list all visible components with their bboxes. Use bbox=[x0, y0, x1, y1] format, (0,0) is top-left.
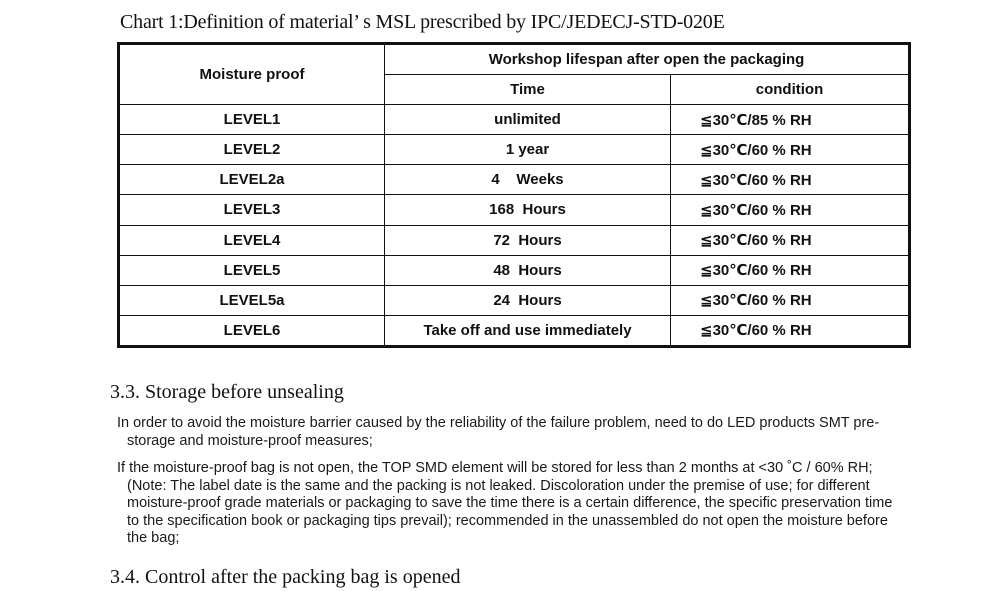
level-cell: LEVEL2a bbox=[119, 165, 385, 195]
level-cell: LEVEL2 bbox=[119, 135, 385, 165]
table-row bbox=[119, 195, 910, 225]
paragraph-storage-details bbox=[117, 460, 937, 548]
level-cell: LEVEL3 bbox=[119, 195, 385, 225]
time-cell: 72 Hours bbox=[385, 225, 671, 255]
section-heading-3-3: 3.3. Storage before unsealing bbox=[110, 381, 344, 403]
header-moisture-proof: Moisture proof bbox=[119, 44, 385, 105]
paragraph-line: If the moisture-proof bag is not open, the TOP SMD element will be stored for less than 2 months at <30 ˚C / 60% RH; bbox=[117, 460, 873, 476]
table-row bbox=[119, 165, 910, 195]
level-cell: LEVEL6 bbox=[119, 315, 385, 346]
header-condition: condition bbox=[671, 75, 910, 105]
time-cell: unlimited bbox=[385, 105, 671, 135]
condition-cell: ≦30℃/60 % RH bbox=[671, 285, 910, 315]
level-cell: LEVEL5a bbox=[119, 285, 385, 315]
table-row bbox=[119, 255, 910, 285]
condition-cell: ≦30℃/60 % RH bbox=[671, 165, 910, 195]
condition-cell: ≦30℃/60 % RH bbox=[671, 195, 910, 225]
section-heading-3-4: 3.4. Control after the packing bag is opened bbox=[110, 566, 461, 588]
table-row bbox=[119, 105, 910, 135]
paragraph-storage-intro bbox=[117, 415, 937, 450]
table-row bbox=[119, 135, 910, 165]
paragraph-line: storage and moisture-proof measures; bbox=[127, 432, 373, 449]
paragraph-line: to the specification book or packaging tips prevail); recommended in the unassembled do not open the moisture before bbox=[127, 512, 888, 529]
paragraph-line: (Note: The label date is the same and the packing is not leaked. Discoloration under the premise of use; for different bbox=[127, 477, 870, 494]
header-time: Time bbox=[385, 75, 671, 105]
table-row bbox=[119, 285, 910, 315]
chart-title: Chart 1:Definition of material’ s MSL prescribed by IPC/JEDECJ-STD-020E bbox=[120, 11, 725, 33]
condition-cell: ≦30℃/60 % RH bbox=[671, 315, 910, 346]
condition-cell: ≦30℃/60 % RH bbox=[671, 255, 910, 285]
time-cell: 24 Hours bbox=[385, 285, 671, 315]
condition-cell: ≦30℃/60 % RH bbox=[671, 225, 910, 255]
level-cell: LEVEL5 bbox=[119, 255, 385, 285]
condition-cell: ≦30℃/60 % RH bbox=[671, 135, 910, 165]
table-row bbox=[119, 225, 910, 255]
msl-table bbox=[117, 42, 911, 348]
table-row bbox=[119, 315, 910, 346]
level-cell: LEVEL1 bbox=[119, 105, 385, 135]
time-cell: 1 year bbox=[385, 135, 671, 165]
paragraph-line: the bag; bbox=[127, 530, 180, 546]
time-cell: 4 Weeks bbox=[385, 165, 671, 195]
time-cell: Take off and use immediately bbox=[385, 315, 671, 346]
time-cell: 48 Hours bbox=[385, 255, 671, 285]
level-cell: LEVEL4 bbox=[119, 225, 385, 255]
paragraph-line: moisture-proof grade materials or packaging to save the time there is a certain difference, the specific preservation time bbox=[127, 495, 893, 511]
table-header-row bbox=[119, 44, 910, 75]
paragraph-line: In order to avoid the moisture barrier caused by the reliability of the failure problem, need to do LED products SMT pre- bbox=[117, 415, 880, 431]
header-workshop-lifespan: Workshop lifespan after open the packaging bbox=[385, 44, 910, 75]
time-cell: 168 Hours bbox=[385, 195, 671, 225]
condition-cell: ≦30℃/85 % RH bbox=[671, 105, 910, 135]
